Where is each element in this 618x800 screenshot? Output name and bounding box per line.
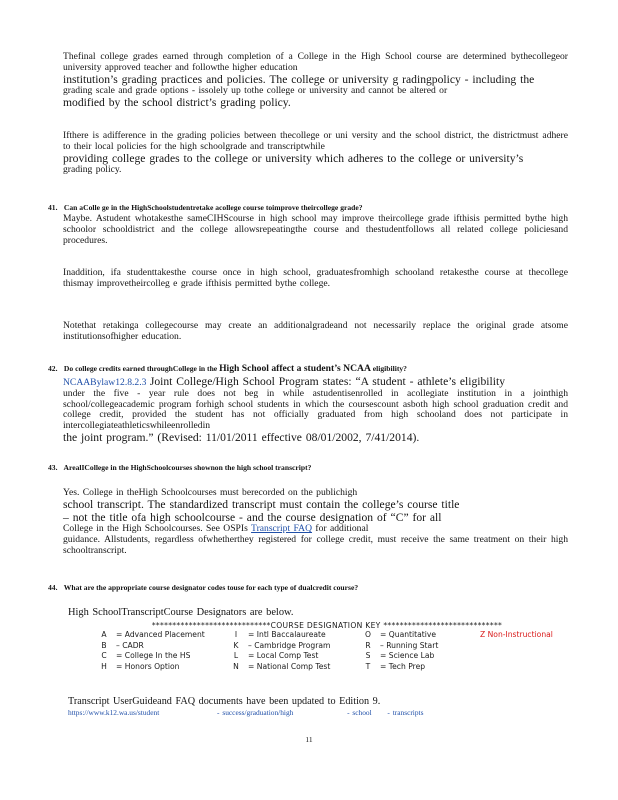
- intro-text-2c: grading policy.: [63, 164, 122, 176]
- course-designation-key: [92, 621, 562, 672]
- answer-text: High SchoolTranscriptCourse Designators are below.: [68, 607, 294, 618]
- question-text: ArealICollege in the HighSchoolcourses shownon the high school transcript?: [63, 463, 312, 472]
- page-number: 11: [305, 735, 313, 744]
- question-number: 44.: [48, 583, 58, 592]
- key-row: [96, 641, 557, 652]
- key-label: = Tech Prep: [380, 661, 426, 671]
- answer-43: [63, 488, 568, 557]
- key-code: B: [101, 640, 107, 650]
- key-label: – Cambridge Program: [248, 640, 331, 650]
- intro-text-2b: providing college grades to the college or university which adheres to the college or university’s: [63, 151, 524, 165]
- key-code: S: [365, 651, 371, 660]
- question-42: [48, 364, 568, 373]
- key-label: = Advanced Placement: [116, 630, 205, 639]
- question-text: What are the appropriate course designator codes touse for each type of dualcredit course?: [63, 583, 359, 592]
- answer-41-paragraph-3: [63, 321, 568, 343]
- answer-text-big: – not the title ofa high schoolcourse - and the course designation of “C” for all: [63, 510, 442, 524]
- key-label: – Running Start: [380, 640, 439, 650]
- answer-text-big: Joint College/High School Program states: “A student - athlete’s eligibility: [149, 375, 505, 388]
- intro-paragraph-1: [63, 52, 568, 110]
- answer-text: for additional: [315, 523, 369, 535]
- url-part: https://www.k12.wa.us/student: [68, 707, 160, 717]
- footer-note: [68, 697, 548, 719]
- key-code: K: [233, 640, 239, 650]
- answer-text: Yes. College in theHigh Schoolcourses must berecorded on the publichigh: [63, 487, 358, 498]
- question-text: Do college credits earned throughCollege in the: [63, 364, 218, 373]
- key-row: [96, 651, 557, 662]
- key-table: [96, 630, 557, 672]
- question-text: Can aColle ge in the HighSchoolstudentretake acollege course toimprove theircollege grade?: [63, 203, 363, 212]
- answer-text: Inaddition, ifa studenttakesthe course once in high school, graduatesfromhigh schooland retakesthe course at thecollege thismay improvetheircolleg e grade ifthisis permitted bythe college.: [63, 267, 568, 289]
- key-title: *****************************COURSE DESIGNATION KEY *****************************: [151, 621, 503, 630]
- key-code: N: [233, 661, 239, 671]
- answer-text: Notethat retakinga collegecourse may create an additionalgradeand not necessarily replace the original grade atsome institutionsofhigher education.: [63, 320, 568, 342]
- key-code: R: [365, 640, 371, 650]
- key-code: C: [101, 651, 107, 660]
- key-label: = Honors Option: [116, 661, 180, 671]
- key-label: – CADR: [116, 640, 144, 650]
- answer-41-paragraph-2: [63, 268, 568, 290]
- key-code: H: [101, 661, 107, 671]
- question-43: [48, 463, 568, 472]
- answer-text-big: the joint program.” (Revised: 11/01/2011 effective 08/01/2002, 7/41/2014).: [63, 430, 420, 444]
- question-text-end: eligibility?: [372, 364, 407, 373]
- answer-text: College in the High Schoolcourses. See OSPIs: [63, 523, 248, 535]
- url-part: - school: [347, 707, 372, 717]
- answer-44-lead: [68, 608, 573, 619]
- question-text-strong: High School affect a student’s NCAA: [219, 363, 371, 374]
- key-label: = Intl Baccalaureate: [248, 630, 326, 639]
- answer-42: [63, 376, 568, 445]
- transcripts-url[interactable]: [68, 708, 424, 717]
- question-number: 41.: [48, 203, 58, 212]
- answer-text: Maybe. Astudent whotakesthe sameCIHScourse in high school may improve theircollege grade ifthisis permitted bythe high schoolor schooldistrict and the college allowsrepeatingthe course and thestudentfollows all related college policiesand procedures.: [63, 213, 568, 246]
- key-label: = Quantitative: [380, 630, 437, 639]
- key-non-instructional: Z Non-Instructional: [480, 630, 553, 639]
- intro-text-1d: modified by the school district’s grading policy.: [63, 96, 291, 110]
- url-part: - success/graduation/high: [217, 707, 294, 717]
- question-44: [48, 583, 568, 592]
- ncaa-bylaw-link[interactable]: NCAABylaw12.8.2.3: [63, 377, 147, 388]
- intro-text-1b: institution’s grading practices and policies. The college or university g radingpolicy - including the: [63, 72, 535, 86]
- key-label: = Science Lab: [380, 651, 435, 660]
- key-label: = National Comp Test: [248, 661, 331, 671]
- url-part: - transcripts: [387, 707, 424, 717]
- intro-text-1a: Thefinal college grades earned through completion of a College in the High School course are determined bythecollegeor university approved teacher and followthe higher education: [63, 51, 568, 73]
- answer-text: under the five - year rule does not beg in while astudentisenrolled in acollegiate institution in a jointhigh school/collegeacademic program forhigh school students in which the coursescount asboth high school graduation credit and college credit, provided the student has not officially graduated from high schooland does not participate in intercollegiateathleticswhileenrolledin: [63, 387, 568, 432]
- answer-text-big: school transcript. The standardized transcript must contain the college’s course title: [63, 497, 460, 511]
- key-code: I: [234, 630, 238, 639]
- key-code: L: [233, 651, 239, 660]
- intro-paragraph-2: [63, 131, 568, 176]
- footer-text: Transcript UserGuideand FAQ documents have been updated to Edition 9.: [68, 696, 381, 707]
- answer-text: guidance. Allstudents, regardless ofwhetherthey registered for college credit, must receive the same treatment on their high schooltranscript.: [63, 534, 568, 556]
- key-label: = Local Comp Test: [248, 651, 319, 660]
- key-code: A: [101, 630, 107, 639]
- key-code: O: [365, 630, 371, 639]
- question-number: 42.: [48, 364, 58, 373]
- key-row: [96, 662, 557, 673]
- key-row: [96, 630, 557, 641]
- question-number: 43.: [48, 463, 58, 472]
- key-label: = College In the HS: [116, 651, 191, 660]
- intro-text-1c: grading scale and grade options - issolely up tothe college or university and cannot be altered or: [63, 85, 448, 97]
- intro-text-2a: Ifthere is adifference in the grading policies between thecollege or uni versity and the school district, the districtmust adhere to their local policies for the high schoolgrade and transcriptwhile: [63, 130, 568, 152]
- question-41: [48, 203, 568, 212]
- transcript-faq-link[interactable]: Transcript FAQ: [251, 523, 313, 535]
- key-code: T: [365, 661, 371, 671]
- answer-41-paragraph-1: [63, 214, 568, 246]
